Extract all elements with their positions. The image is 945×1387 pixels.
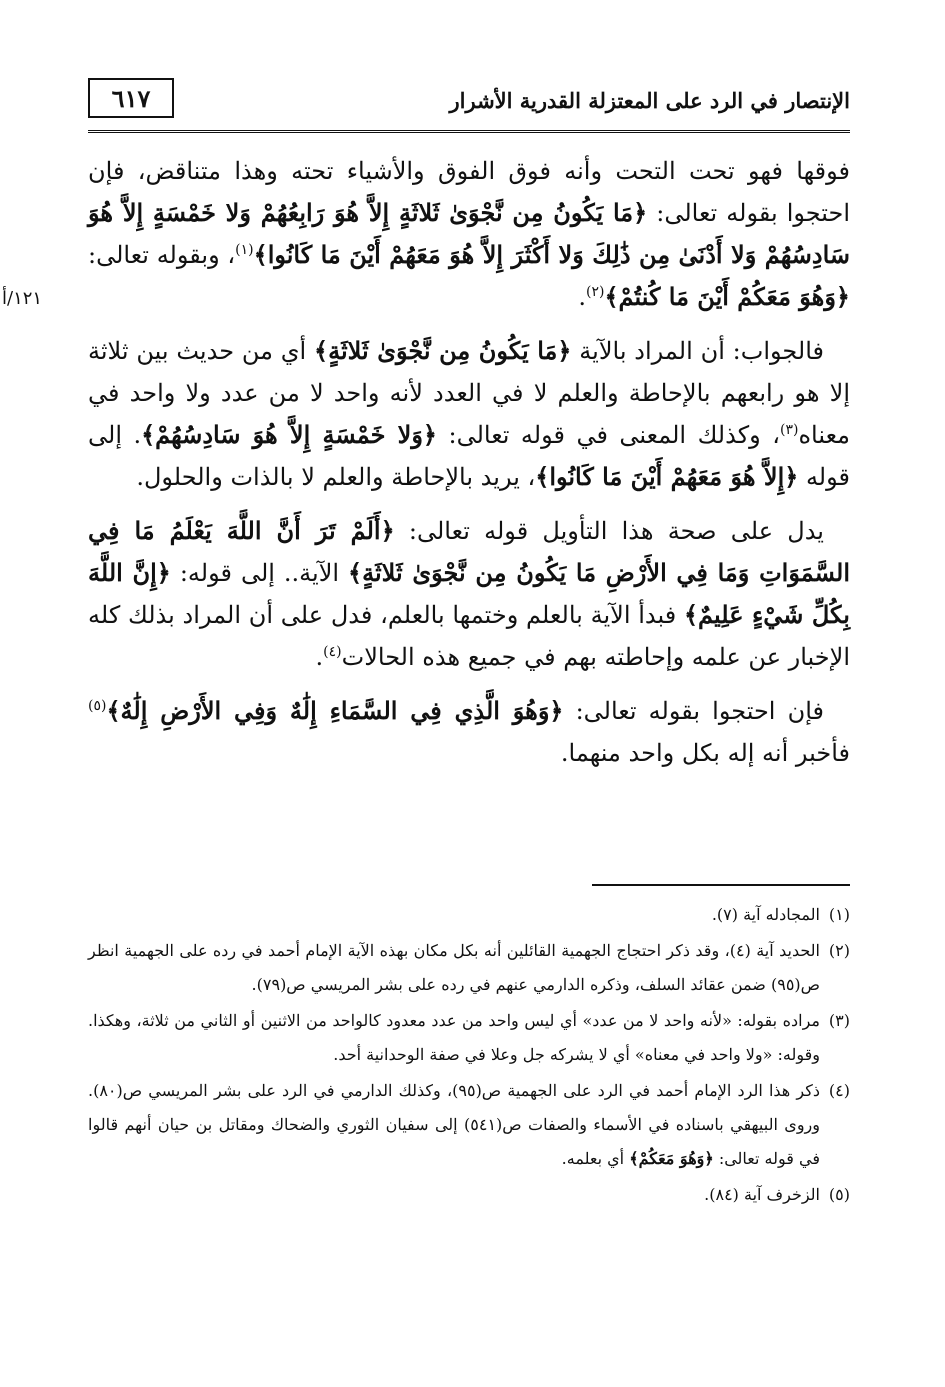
quran-quote: ﴿أَلَمْ تَرَ أَنَّ اللَّهَ يَعْلَمُ مَا فِي السَّمَوَاتِ وَمَا فِي الأَرْضِ مَا يَكُونُ مِن نَّجْوَىٰ ثَلاثَةٍ﴾ <box>88 516 850 587</box>
page-number: ٦١٧ <box>111 83 151 113</box>
quran-quote: ﴿وَهُوَ مَعَكُمْ أَيْنَ مَا كُنتُمْ﴾ <box>604 282 850 311</box>
paragraph <box>88 510 850 678</box>
text-run: . <box>315 643 324 671</box>
footnote-ref: (٤) <box>323 644 342 660</box>
footnote-ref: (٣) <box>779 422 799 438</box>
footnote <box>88 1178 850 1212</box>
text-run: مراده بقوله: «لأنه واحد لا من عدد» أي ليس واحد من عدد معدود كالواحد من الاثنين أو الثاني من ثلاثة، وهكذا. وقوله: «ولا واحد في معناه» أي لا يشركه جل وعلا في صفة الوحدانية أحد. <box>88 1011 821 1064</box>
footnote-ref: (٢) <box>586 284 605 300</box>
main-text <box>88 150 850 786</box>
quran-quote: ﴿وَهُوَ الَّذِي فِي السَّمَاءِ إِلَٰهٌ وَفِي الأَرْضِ إِلَٰهٌ﴾ <box>106 696 564 725</box>
text-run: ، وكذلك المعنى في قوله تعالى: <box>437 421 780 449</box>
text-run: ، وبقوله تعالى: <box>88 241 236 269</box>
footnotes <box>88 898 850 1214</box>
text-run: الحديد آية (٤)، وقد ذكر احتجاج الجهمية القائلين أنه بكل مكان بهذه الآية الإمام أحمد في رده على الجهمية انظر ص(٩٥) ضمن عقائد السلف، وذكره الدارمي عنهم في رده على بشر المريسي ص(٧٩). <box>88 941 821 994</box>
running-header-title: الإنتصار في الرد على المعتزلة القدرية الأشرار <box>449 88 850 113</box>
footnote-number: (٥) <box>828 1185 850 1204</box>
quran-quote: ﴿وَهُوَ مَعَكُمْ﴾ <box>629 1149 714 1168</box>
header-rule <box>88 130 850 133</box>
text-run: الزخرف آية (٨٤). <box>704 1185 820 1204</box>
quran-quote: ﴿إِلاَّ هُوَ مَعَهُمْ أَيْنَ مَا كَانُوا﴾ <box>535 462 799 491</box>
footnote-number: (١) <box>828 905 850 924</box>
footnote-separator <box>592 884 850 886</box>
text-run: فإن احتجوا بقوله تعالى: <box>563 697 824 725</box>
text-run: ، يريد بالإحاطة والعلم لا بالذات والحلول. <box>136 463 536 491</box>
text-run: المجادله آية (٧). <box>711 905 820 924</box>
text-run: فأخبر أنه إله بكل واحد منهما. <box>560 739 850 767</box>
text-run: الآية.. إلى قوله: <box>170 559 349 587</box>
running-header <box>88 78 850 126</box>
text-run: أي بعلمه. <box>561 1149 630 1168</box>
text-run: أي من حديث بين ثلاثة إلا هو رابعهم بالإحاطة والعلم لا في العدد لأنه واحد لا من عدد ولا واحد في معناه <box>88 337 850 449</box>
quran-quote: ﴿مَا يَكُونُ مِن نَّجْوَىٰ ثَلاثَةٍ﴾ <box>314 336 572 365</box>
footnote <box>88 1074 850 1176</box>
quran-quote: ﴿مَا يَكُونُ مِن نَّجْوَىٰ ثَلاثَةٍ إِلاَّ هُوَ رَابِعُهُمْ وَلا خَمْسَةٍ إِلاَّ هُوَ سَادِسُهُمْ وَلا أَدْنَىٰ مِن ذَٰلِكَ وَلا أَكْثَرَ إِلاَّ هُوَ مَعَهُمْ أَيْنَ مَا كَانُوا﴾ <box>88 198 850 269</box>
text-run: فبدأ الآية بالعلم وختمها بالعلم، فدل على أن المراد بذلك كله الإخبار عن علمه وإحاطته بهم في جميع هذه الحالات <box>88 601 850 671</box>
quran-quote: ﴿وَلا خَمْسَةٍ إِلاَّ هُوَ سَادِسُهُمْ﴾ <box>141 420 437 449</box>
page-number-box <box>88 78 174 118</box>
footnote-number: (٤) <box>828 1081 850 1100</box>
footnote <box>88 898 850 932</box>
footnote <box>88 934 850 1002</box>
text-run: . إلى قوله <box>88 421 850 491</box>
text-run: فوقها فهو تحت التحت وأنه فوق الفوق والأشياء تحته وهذا متناقض، فإن احتجوا بقوله تعالى: <box>88 157 850 227</box>
paragraph <box>88 150 850 318</box>
manuscript-folio-ref: ١٢١/أ <box>2 288 43 309</box>
paragraph <box>88 690 850 774</box>
text-run: ذكر هذا الرد الإمام أحمد في الرد على الجهمية ص(٩٥)، وكذلك الدارمي في الرد على بشر المريسي ص(٨٠). وروى البيهقي باسناده في الأسماء والصفات ص(٥٤١) إلى سفيان الثوري والضحاك ومقاتل بن حيان أنهم قالوا في قوله تعالى: <box>88 1081 820 1168</box>
quran-quote: ﴿إِنَّ اللَّهَ بِكُلِّ شَيْءٍ عَلِيمٌ﴾ <box>88 558 850 629</box>
text-run: . <box>578 283 586 311</box>
footnote-number: (٣) <box>828 1011 851 1030</box>
text-run: يدل على صحة هذا التأويل قوله تعالى: <box>394 517 824 545</box>
text-run: فالجواب: أن المراد بالآية <box>571 337 825 365</box>
footnote-ref: (٥) <box>88 698 107 714</box>
footnote <box>88 1004 850 1072</box>
footnote-number: (٢) <box>828 941 851 960</box>
footnote-ref: (١) <box>235 242 254 258</box>
paragraph <box>88 330 850 498</box>
